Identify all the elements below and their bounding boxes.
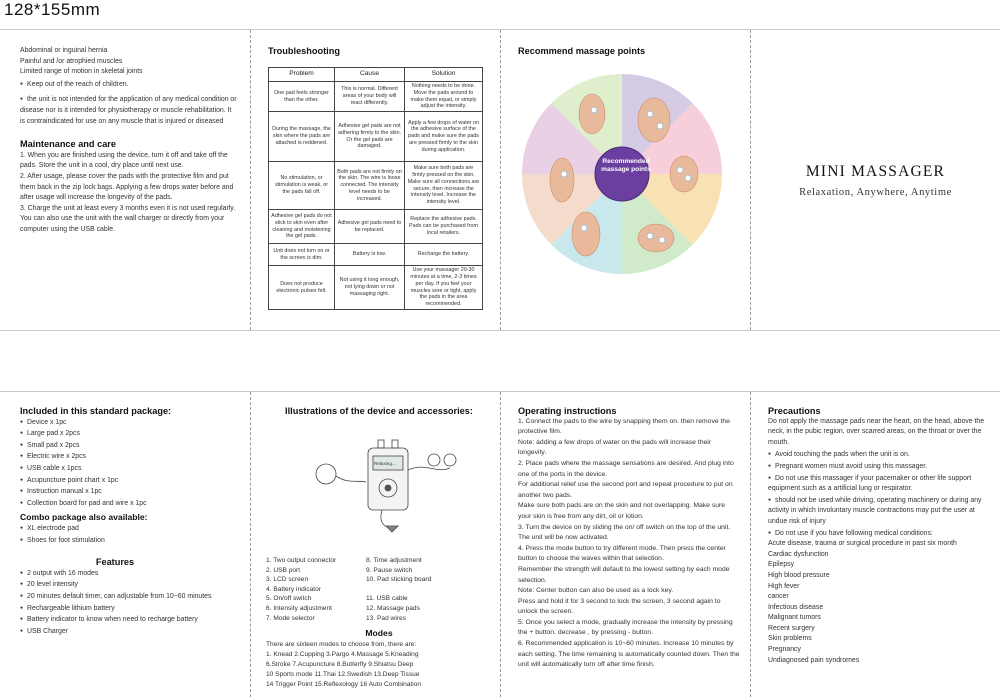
parts-list [266, 556, 470, 623]
maintenance-item: 2. After usage, please cover the pads with the protective film and put them back in the zip lock bags. Applying a few drops water before and after usage will increase the longevity of the pads. [20, 172, 234, 202]
product-title: MINI MASSAGER [805, 163, 946, 180]
contra-line: Painful and /or atrophied muscles [20, 57, 123, 65]
instruction-paragraph: For additional relief use the second port and repeat procedure to put on another two pads. [518, 481, 733, 499]
condition-item: Undiagnosed pain syndromes [768, 656, 860, 664]
screen-label: Relaxing... [374, 461, 396, 466]
page-size-label: 128*155mm [4, 0, 101, 19]
part-label: 2. USB port [266, 566, 301, 574]
instruction-paragraph: Make sure both pads are on the skin and not overlapping. Make sure your skin is free from any dirt, oil or lotion. [518, 502, 726, 520]
part-label: 6. Intensity adjustment [266, 604, 332, 612]
features-heading: Features [95, 557, 135, 568]
precaution-item: ● Do not use if you have following medical conditions: [768, 528, 990, 540]
solution-cell: Recharge the battery. [405, 244, 483, 266]
massage-points-heading: Recommend massage points [518, 46, 646, 56]
solution-cell: Use your massager 20-30 minutes at a time, 2-3 times per day. If you feel your muscles sore or tight, apply the pads in the area recommended. [405, 266, 483, 310]
instruction-paragraph: 2. Place pads where the massage sensations are desired. And plug into one of the ports in the device. [518, 459, 734, 478]
package-list [20, 417, 244, 510]
part-label: 11. USB cable [366, 595, 408, 603]
instruction-paragraph: 4. Press the mode button to try different mode. Then press the center button to choose the waves within that selection. [518, 544, 726, 563]
feature-item: ● 2 output with 16 modes [20, 568, 244, 580]
combo-item: ● XL electrode pad [20, 523, 244, 535]
part-label: 1. Two output connector [266, 557, 337, 564]
fold-line [500, 30, 501, 330]
modes-list [266, 640, 492, 690]
table-header: Cause [335, 68, 405, 82]
condition-item: High blood pressure [768, 571, 830, 579]
package-panel [20, 406, 244, 697]
part-label: 4. Battery indicator [266, 585, 321, 593]
precautions-intro: Do not apply the massage pads near the heart, on the head, above the neck, in the pubic region, over scarred areas, on the throat or over the mouth. [768, 417, 985, 446]
problem-cell: Unit does not turn on or the screen is dim. [269, 244, 335, 266]
contra-line: Abdominal or inguinal hernia [20, 47, 108, 54]
solution-cell: Replace the adhesive pads. Pads can be purchased from local retailers. [405, 210, 483, 244]
condition-item: Malignant tumors [768, 614, 821, 622]
operating-panel [518, 406, 740, 697]
precautions-heading: Precautions [768, 406, 821, 416]
solution-cell: Make sure both pads are firmly pressed on the skin. Make sure all connections are secure, then increase the intensity level. Increase the intensity level. [405, 162, 483, 210]
body-photo-shoulder [670, 156, 698, 192]
warning-bullet: ● the unit is not intended for the application of any medical condition or disease nor is it intended for physiotherapy or muscle rehabilitation. It is contraindicated for use on any muscle that is injured or diseased [20, 94, 238, 127]
solution-cell: Apply a few drops of water on the adhesive surface of the pads and make sure the pads are pressed firmly to the skin during application. [405, 112, 483, 162]
part-label: 5. On/off switch [266, 595, 312, 603]
usb-cable [408, 467, 450, 470]
instruction-paragraph: Press and hold it for 3 second to lock the screen, 3 second again to unlock the screen. [518, 597, 721, 616]
massage-points-panel [518, 46, 738, 330]
condition-item: Infectious disease [768, 603, 824, 611]
problem-cell: No stimulation, or stimulation is weak, or the pads fall off. [269, 162, 335, 210]
condition-item: Epilepsy [768, 561, 795, 569]
fold-line [750, 392, 751, 697]
precaution-item: ● Avoid touching the pads when the unit is on. [768, 449, 990, 461]
part-label: 10. Pad sticking board [366, 576, 432, 584]
package-item: ● Device x 1pc [20, 417, 244, 429]
feature-item: ● Battery indicator to know when need to recharge battery [20, 614, 244, 626]
instruction-paragraph: 3. Turn the device on by sliding the on/ off switch on the top of the unit. The unit will be now activated. [518, 523, 731, 542]
contra-line: Limited range of motion in skeletal joints [20, 68, 143, 76]
problem-cell: One pad feels stronger than the other. [269, 82, 335, 112]
feature-item: ● 20 minutes default timer, can adjustable from 10~60 minutes [20, 591, 244, 603]
warning-bullet: ● Keep out of the reach of children. [20, 79, 238, 91]
center-label: Recommended massage points [601, 158, 651, 173]
combo-item: ● Shoes for foot stimulation [20, 535, 244, 547]
combo-heading: Combo package also available: [20, 512, 148, 523]
condition-item: Cardiac dysfunction [768, 550, 829, 558]
condition-item: High fever [768, 582, 800, 590]
part-label: 7. Mode selector [266, 614, 315, 622]
condition-item: cancer [768, 593, 789, 601]
package-item: ● Acupuncture point chart x 1pc [20, 475, 244, 487]
instruction-paragraph: 5. Once you select a mode, gradually increase the intensity by pressing the + button. decrease , by pressing - button. [518, 618, 733, 637]
package-item: ● Large pad x 2pcs [20, 428, 244, 440]
modes-line: 14 Trigger Point 15.Reflexology 16 Auto Combination [266, 681, 422, 688]
part-label: 9. Pause switch [366, 566, 413, 574]
top-sheet [0, 29, 1000, 331]
modes-heading: Modes [365, 628, 393, 638]
precautions-list [768, 449, 990, 539]
instruction-paragraph: 1. Connect the pads to the wire by snapping them on. then remove the protective film. [518, 417, 730, 436]
bottom-sheet [0, 391, 1000, 697]
part-label: 3. LCD screen [266, 576, 309, 584]
pad-board [386, 526, 398, 532]
condition-item: Pregnancy [768, 646, 801, 654]
cause-cell: Battery is low. [335, 244, 405, 266]
cause-cell: Adhesive gel pads are not adhering firmly to the skin. Or the gel pads are damaged. [335, 112, 405, 162]
table-header: Solution [405, 68, 483, 82]
solution-cell: Nothing needs to be done. Move the pads around to make them equal, or simply adjust the intensity. [405, 82, 483, 112]
table-row [269, 112, 483, 162]
precaution-item: ● Do not use this massager if your pacemaker or other life support equipment such as a artificial lung or respirator. [768, 473, 990, 495]
features-list [20, 568, 244, 638]
instruction-paragraph: 6. Recommended application is 10~60 minutes. Increase 10 minutes by each setting. The time remaining is automatically counted down. Then the unit will automatically turn off after time finish. [518, 640, 740, 669]
condition-item: Recent surgery [768, 624, 815, 632]
fold-line [250, 30, 251, 330]
maintenance-item: 1. When you are finished using the device, turn it off and take off the pads. Store the unit in a cool, dry place until next use. [20, 151, 228, 170]
table-row [269, 244, 483, 266]
body-photo-leg [572, 212, 600, 256]
package-item: ● Small pad x 2pcs [20, 440, 244, 452]
package-heading: Included in this standard package: [20, 406, 172, 416]
maintenance-item: 3. Charge the unit at least every 3 months even it is not used regularly. You can also use the unit with the wall charger or directly from your computer using the USB cable. [20, 204, 236, 233]
cause-cell: Not using it long enough, not lying down or not massaging right. [335, 266, 405, 310]
fold-line [500, 392, 501, 697]
modes-intro: There are sixteen modes to choose from, there are: [266, 641, 417, 648]
table-row [269, 162, 483, 210]
feature-item: ● 20 level intensity [20, 579, 244, 591]
package-item: ● Electric wire x 2pcs [20, 451, 244, 463]
table-header: Problem [269, 68, 335, 82]
pad-wire [336, 476, 366, 482]
body-photo-back [638, 98, 670, 142]
modes-line: 1. Knead 2.Cupping 3.Pargo 4.Massage 5.Kneading [266, 651, 419, 658]
body-photo-waist [638, 224, 674, 252]
device-diagram [286, 422, 486, 548]
instruction-paragraph: Note: Center button can also be used as a lock key. [518, 587, 674, 595]
precautions-panel [768, 406, 990, 697]
troubleshooting-table [268, 67, 483, 310]
instruction-paragraph: Remember the strength will default to the lowest setting by each mode selection. [518, 565, 730, 584]
body-photo-arm [579, 94, 605, 134]
table-header-row [269, 68, 483, 82]
cause-cell: This is normal. Different areas of your body will react differently. [335, 82, 405, 112]
problem-cell: Adhesive gel pads do not stick to skin even after cleaning and moistening the gel pads. [269, 210, 335, 244]
package-item: ● Collection board for pad and wire x 1pc [20, 498, 244, 510]
product-tagline: Relaxation, Anywhere, Anytime [799, 187, 952, 198]
part-label: 12. Massage pads [366, 604, 420, 612]
precaution-item: ● Pregnant women must avoid using this massager. [768, 461, 990, 473]
precaution-item: ● should not be used while driving, operating machinery or during any activity in which involuntary muscle contractions may put the user at undue risk of injury [768, 495, 990, 528]
part-label [366, 585, 470, 595]
table-row [269, 266, 483, 310]
problem-cell: Does not produce electronic pulses felt. [269, 266, 335, 310]
problem-cell: During the massage, the skin where the pads are attached is reddened. [269, 112, 335, 162]
table-row [269, 82, 483, 112]
part-label: 13. Pad wires [366, 614, 406, 622]
part-label: 8. Time adjustment [366, 557, 422, 564]
package-item: ● USB cable x 1pcs [20, 463, 244, 475]
illustrations-panel [266, 406, 492, 697]
cause-cell: Both pads are not firmly on the skin. The wire is loose connected. The intensity level needs to be increased. [335, 162, 405, 210]
condition-item: Skin problems [768, 635, 812, 643]
package-item: ● Instruction manual x 1pc [20, 486, 244, 498]
illustrations-heading: Illustrations of the device and accessories: [285, 406, 473, 416]
maintenance-heading: Maintenance and care [20, 139, 116, 150]
body-photo-torso [550, 158, 574, 202]
feature-item: ● Rechargeable lithium battery [20, 603, 244, 615]
cover-panel [751, 30, 1000, 330]
fold-line [250, 392, 251, 697]
modes-line: 10 Sports mode 11.Thai 12.Swedish 13.Deep Tissue [266, 671, 420, 678]
table-row [269, 210, 483, 244]
instruction-paragraph: Note: adding a few drops of water on the pads will increase their longevity. [518, 438, 712, 457]
condition-item: Acute disease, trauma or surgical procedure in past six month [768, 540, 957, 548]
cause-cell: Adhesive gel pads need to be replaced. [335, 210, 405, 244]
combo-list [20, 523, 244, 546]
contraindications-panel [20, 46, 238, 330]
troubleshooting-heading: Troubleshooting [268, 46, 340, 56]
small-pad [316, 464, 336, 484]
modes-line: 6.Stroke 7.Acupuncture 8.Butterfly 9.Shiatsu Deep [266, 661, 414, 668]
center-badge [595, 147, 649, 201]
feature-item: ● USB Charger [20, 626, 244, 638]
operating-heading: Operating instructions [518, 406, 617, 416]
troubleshooting-panel [268, 46, 488, 330]
